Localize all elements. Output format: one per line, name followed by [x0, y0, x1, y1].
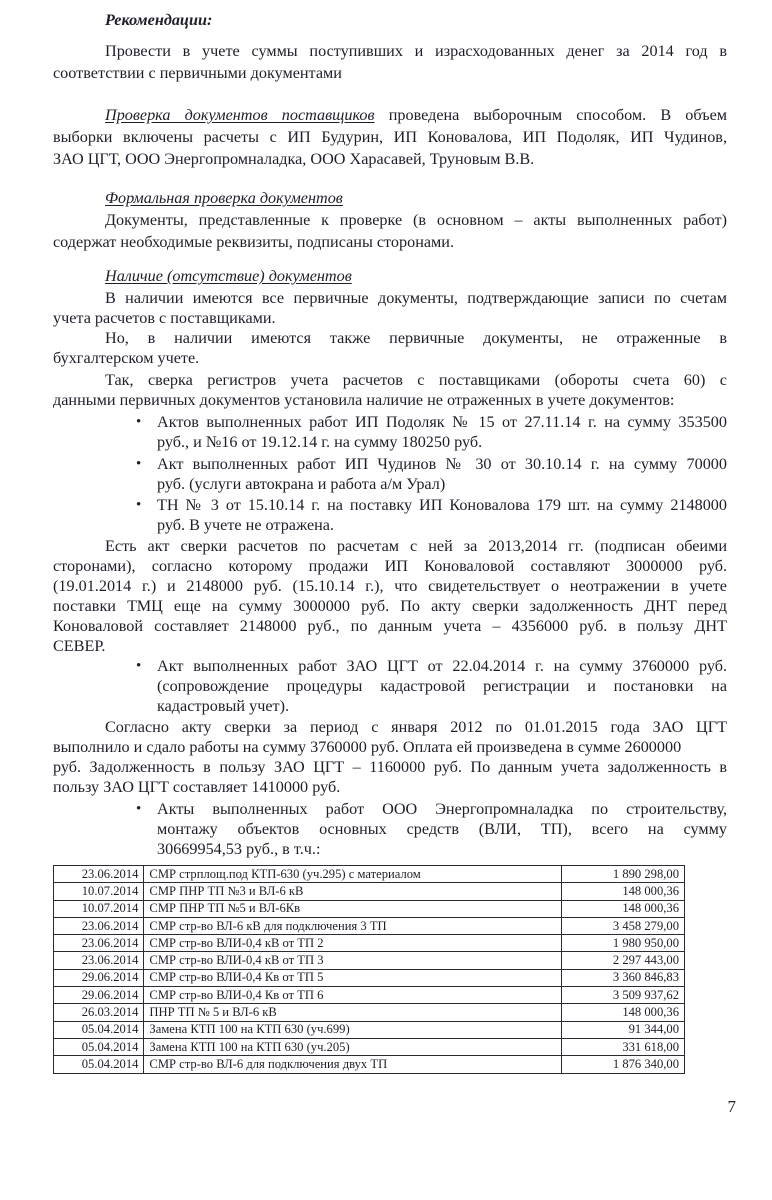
konovalova-line: (19.01.2014 г.) и 2148000 руб. (15.10.14 г.), что свидетельствует о неотражении в учете: [53, 577, 727, 595]
row-amount: 3 509 937,62: [562, 987, 685, 1004]
table-row: [54, 1004, 685, 1021]
bullet-item-line: Акт выполненных работ ЗАО ЦГТ от 22.04.2014 г. на сумму 3760000 руб.: [157, 657, 727, 675]
row-date: 10.07.2014: [54, 900, 144, 917]
availability-line: бухгалтерском учете.: [53, 349, 200, 367]
supplier-check-line: выборки включены расчеты с ИП Будурин, ИП Коновалова, ИП Подоляк, ИП Чудинов,: [53, 128, 727, 146]
row-amount: 1 876 340,00: [562, 1056, 685, 1073]
cgt-line: руб. Задолженность в пользу ЗАО ЦГТ – 1160000 руб. По данным учета задолженность в: [53, 758, 727, 776]
bullet-icon: •: [136, 414, 142, 430]
table-row: [54, 1038, 685, 1055]
row-description: СМР ПНР ТП №5 и ВЛ-6Кв: [144, 900, 562, 917]
row-date: 26.03.2014: [54, 1004, 144, 1021]
formal-check-line: Документы, представленные к проверке (в основном – акты выполненных работ): [105, 211, 727, 229]
bullet-item-line: монтажу объектов основных средств (ВЛИ, ТП), всего на сумму: [157, 820, 727, 838]
recommendations-line: соответствии с первичными документами: [53, 64, 342, 82]
row-description: Замена КТП 100 на КТП 630 (уч.699): [144, 1021, 562, 1038]
table-row: [54, 1021, 685, 1038]
table-row: [54, 935, 685, 952]
supplier-check-line: [105, 105, 727, 125]
row-description: СМР стр-во ВЛ-6 кВ для подключения 3 ТП: [144, 917, 562, 934]
bullet-icon: •: [136, 456, 142, 472]
row-amount: 3 360 846,83: [562, 969, 685, 986]
table-row: [54, 952, 685, 969]
page-number: 7: [727, 1097, 736, 1116]
row-date: 23.06.2014: [54, 952, 144, 969]
cgt-line: выполнило и сдало работы на сумму 3760000 руб. Оплата ей произведена в сумме 2600000: [53, 738, 682, 756]
supplier-check-line: ЗАО ЦГТ, ООО Энергопромналадка, ООО Харасавей, Труновым В.В.: [53, 150, 535, 168]
row-amount: 3 458 279,00: [562, 917, 685, 934]
row-description: СМР стр-во ВЛИ-0,4 кВ от ТП 3: [144, 952, 562, 969]
table-row: [54, 987, 685, 1004]
row-date: 05.04.2014: [54, 1056, 144, 1073]
row-amount: 1 890 298,00: [562, 866, 685, 883]
row-description: СМР стрплощ.под КТП-630 (уч.295) с материалом: [144, 866, 562, 883]
row-date: 29.06.2014: [54, 987, 144, 1004]
table-row: [54, 900, 685, 917]
availability-line: В наличии имеются все первичные документы, подтверждающие записи по счетам: [105, 289, 727, 307]
cgt-line: пользу ЗАО ЦГТ составляет 1410000 руб.: [53, 778, 341, 796]
table-row: [54, 866, 685, 883]
bullet-item-line: руб. В учете не отражена.: [157, 516, 335, 534]
bullet-item-line: руб. (услуги автокрана и работа а/м Урал): [157, 475, 446, 493]
bullet-icon: •: [136, 801, 142, 817]
row-date: 10.07.2014: [54, 883, 144, 900]
bullet-item-line: кадастровый учет).: [157, 697, 290, 715]
konovalova-line: Есть акт сверки расчетов по расчетам с ней за 2013,2014 гг. (подписан обеими: [105, 537, 727, 555]
bullet-item-line: руб., и №16 от 19.12.14 г. на сумму 180250 руб.: [157, 433, 483, 451]
row-date: 05.04.2014: [54, 1038, 144, 1055]
row-description: СМР стр-во ВЛ-6 для подключения двух ТП: [144, 1056, 562, 1073]
row-amount: 1 980 950,00: [562, 935, 685, 952]
bullet-icon: •: [136, 497, 142, 513]
bullet-item-line: Актов выполненных работ ИП Подоляк № 15 от 27.11.14 г. на сумму 353500: [157, 413, 727, 431]
konovalova-line: сторонами), согласно которому продажи ИП Коноваловой составляют 3000000 руб.: [53, 557, 727, 575]
supplier-check-title: Проверка документов поставщиков: [105, 106, 375, 124]
row-description: СМР стр-во ВЛИ-0,4 Кв от ТП 6: [144, 987, 562, 1004]
bullet-item-line: Акт выполненных работ ИП Чудинов № 30 от 30.10.14 г. на сумму 70000: [157, 455, 727, 473]
row-description: Замена КТП 100 на КТП 630 (уч.205): [144, 1038, 562, 1055]
konovalova-line: поставки ТМЦ еще на сумму 3000000 руб. По акту сверки задолженность ДНТ перед: [53, 597, 727, 615]
bullet-item-line: Акты выполненных работ ООО Энергопромналадка по строительству,: [157, 800, 727, 818]
row-date: 05.04.2014: [54, 1021, 144, 1038]
supplier-check-text: проведена выборочным способом. В объем: [388, 106, 728, 124]
cgt-line: Согласно акту сверки за период с января 2012 по 01.01.2015 года ЗАО ЦГТ: [105, 718, 727, 736]
row-amount: 91 344,00: [562, 1021, 685, 1038]
konovalova-line: Коноваловой составляет 2148000 руб., по данным учета – 4356000 руб. в пользу ДНТ: [53, 617, 727, 635]
formal-check-title: Формальная проверка документов: [105, 189, 343, 207]
reconciliation-line: Так, сверка регистров учета расчетов с поставщиками (обороты счета 60) с: [105, 371, 727, 389]
row-description: ПНР ТП № 5 и ВЛ-6 кВ: [144, 1004, 562, 1021]
row-date: 29.06.2014: [54, 969, 144, 986]
table-row: [54, 1056, 685, 1073]
table-row: [54, 883, 685, 900]
works-table: [53, 865, 685, 1074]
formal-check-line: содержат необходимые реквизиты, подписаны сторонами.: [53, 233, 454, 251]
availability-line: Но, в наличии имеются также первичные документы, не отраженные в: [105, 329, 727, 347]
table-row: [54, 969, 685, 986]
row-date: 23.06.2014: [54, 917, 144, 934]
row-amount: 148 000,36: [562, 1004, 685, 1021]
row-amount: 331 618,00: [562, 1038, 685, 1055]
row-description: СМР ПНР ТП №3 и ВЛ-6 кВ: [144, 883, 562, 900]
row-description: СМР стр-во ВЛИ-0,4 кВ от ТП 2: [144, 935, 562, 952]
recommendations-line: Провести в учете суммы поступивших и израсходованных денег за 2014 год в: [105, 42, 727, 60]
recommendations-heading: Рекомендации:: [105, 11, 213, 29]
reconciliation-line: данными первичных документов установила наличие не отраженных в учете документов:: [53, 391, 675, 409]
konovalova-line: СЕВЕР.: [53, 637, 106, 655]
availability-line: учета расчетов с поставщиками.: [53, 309, 276, 327]
bullet-item-line: (сопровождение процедуры кадастровой регистрации и постановки на: [157, 677, 727, 695]
bullet-item-line: ТН № 3 от 15.10.14 г. на поставку ИП Коновалова 179 шт. на сумму 2148000: [157, 496, 727, 514]
row-amount: 148 000,36: [562, 900, 685, 917]
row-date: 23.06.2014: [54, 935, 144, 952]
availability-title: Наличие (отсутствие) документов: [105, 267, 352, 285]
works-table-body: [54, 866, 685, 1074]
bullet-item-line: 30669954,53 руб., в т.ч.:: [157, 840, 321, 858]
row-description: СМР стр-во ВЛИ-0,4 Кв от ТП 5: [144, 969, 562, 986]
row-amount: 148 000,36: [562, 883, 685, 900]
row-date: 23.06.2014: [54, 866, 144, 883]
row-amount: 2 297 443,00: [562, 952, 685, 969]
bullet-icon: •: [136, 658, 142, 674]
table-row: [54, 917, 685, 934]
